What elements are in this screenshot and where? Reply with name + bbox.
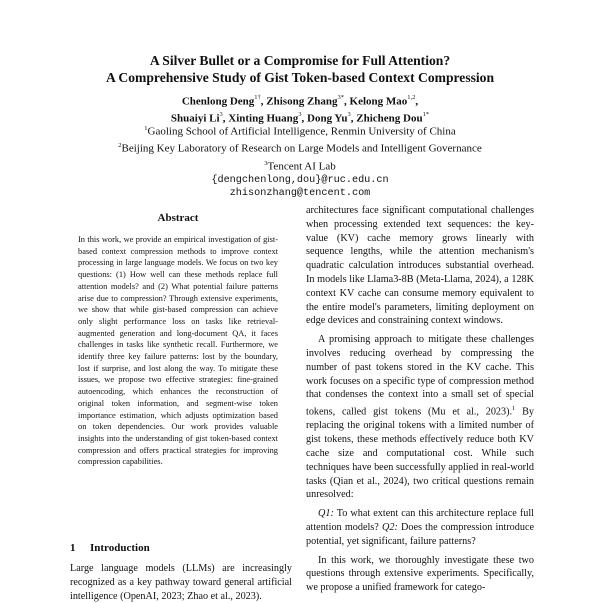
q2-label: Q2:: [382, 521, 398, 533]
author-name: Zhicheng Dou: [356, 112, 423, 125]
author-name: Zhisong Zhang: [266, 95, 338, 108]
author-name: Xinting Huang: [228, 112, 299, 125]
title-line-1: A Silver Bullet or a Compromise for Full Attention?: [149, 53, 451, 68]
author-name: Dong Yu: [307, 112, 348, 125]
research-questions: [306, 507, 534, 548]
author-list: [40, 92, 560, 125]
intro-paragraph-2-text-b: By replacing the original tokens with a limited number of gist tokens, these methods effectively reduce both KV cache size and computational cost. While such techniques have been successfully applied in real-world tasks (Qian et al., 2024), two critical questions remain unresolved:: [306, 406, 534, 501]
title-line-2: A Comprehensive Study of Gist Token-based Context Compression: [105, 70, 495, 85]
affiliation-text: Tencent AI Lab: [267, 160, 336, 173]
section-title: Introduction: [90, 542, 150, 554]
affiliation-1: [40, 122, 560, 139]
author-sup: 1,2: [407, 94, 416, 101]
author-sup: 1*: [422, 110, 430, 118]
author-name: Kelong Mao: [349, 95, 408, 108]
abstract-block: [78, 212, 278, 468]
author-sup: 3: [219, 110, 223, 118]
footnote-marker[interactable]: 1: [512, 405, 516, 413]
author-line-1: Chenlong Deng$^{1\dagger}$, Zhisong Zhang$^{3*}$, Kelong Mao$^{1,2}$,: [181, 94, 419, 108]
email-line-2: zhisonzhang@tencent.com: [229, 188, 371, 200]
intro-paragraph-1: architectures face significant computational challenges when processing extended text sequences: the key-value (KV) cache memory grows linearly with sequence lengths, while the attention mechanism's quadratic calculation introduces substantial overhead. In models like Llama3-8B (Meta-Llama, 2024), a 128K context KV cache can consume memory equivalent to the entire model's parameters, limiting deployment on edge devices and constraining context windows.: [306, 205, 534, 327]
author-line-2: Shuaiyi Li$^3$, Xinting Huang$^3$, Dong Yu$^3$, Zhicheng Dou$^{1*}$: [170, 110, 430, 125]
affiliation-text: Gaoling School of Artificial Intelligence, Renmin University of China: [147, 125, 456, 138]
q1-text: To what extent can this architecture replace full attention models?: [306, 508, 534, 533]
affiliation-2: [40, 139, 560, 156]
affiliation-text: Beijing Key Laboratory of Research on Large Models and Intelligent Governance: [121, 142, 482, 155]
q2-text: Does the compression introduce potential, yet significant, failure patterns?: [306, 521, 534, 547]
right-column: [306, 204, 534, 600]
abstract-heading: Abstract: [157, 212, 199, 224]
section-heading-introduction: [70, 542, 150, 554]
email-line-1: {dengchenlong,dou}@ruc.edu.cn: [211, 174, 389, 186]
affiliation-3: [40, 157, 560, 174]
author-sup: 3: [298, 110, 302, 118]
abstract-text: In this work, we provide an empirical investigation of gist-based context compression methods to improve context processing in large language models. We focus on two key questions: (1) How well can these methods replace full attention models? and (2) What potential failure patterns arise due to compression? Through extensive experiments, we show that while gist-based compression can achieve only slight performance loss on tasks like retrieval-augmented generation and long-document QA, it faces challenges in tasks like synthetic recall. Furthermore, we identify three key failure patterns: lost by the boundary, lost if surprise, and lost along the way. To mitigate these issues, we propose two effective strategies: fine-grained autoencoding, which enhances the reconstruction of original token information, and segment-wise token importance estimation, which adjusts optimization based on token dependencies. Our work provides valuable insights into the understanding of gist token-based context compression and offers practical strategies for improving compression capabilities.: [78, 235, 278, 467]
q1-label: Q1:: [318, 508, 334, 520]
author-sup: 3: [347, 110, 351, 118]
intro-paragraph-4: In this work, we thoroughly investigate these two questions through extensive experiments. Specifically, we propose a unified framework for catego-: [306, 554, 534, 594]
intro-paragraph-left: Large language models (LLMs) are increasingly recognized as a key pathway toward general artificial intelligence (OpenAI, 2023; Zhao et al., 2023).: [70, 563, 292, 602]
intro-paragraph-2-text-a: A promising approach to mitigate these challenges involves reducing overhead by compressing the number of past tokens stored in the KV cache. This work focuses on a specific type of compression method that condenses the context into a small set of special tokens, called gist tokens (Mu et al., 2023).: [306, 334, 534, 418]
affiliation-sup: 3: [264, 159, 268, 167]
affiliation-sup: 1: [144, 125, 148, 132]
author-sup: 1†: [254, 94, 261, 101]
author-name: Shuaiyi Li: [170, 112, 220, 125]
intro-paragraph-2: [306, 333, 534, 502]
section-number: 1: [70, 542, 76, 554]
affiliations: [40, 122, 560, 201]
affiliation-sup: 2: [118, 142, 122, 150]
author-name: Chenlong Deng: [181, 95, 255, 108]
author-sup: 3*: [337, 94, 345, 101]
paper-title: [40, 52, 560, 86]
